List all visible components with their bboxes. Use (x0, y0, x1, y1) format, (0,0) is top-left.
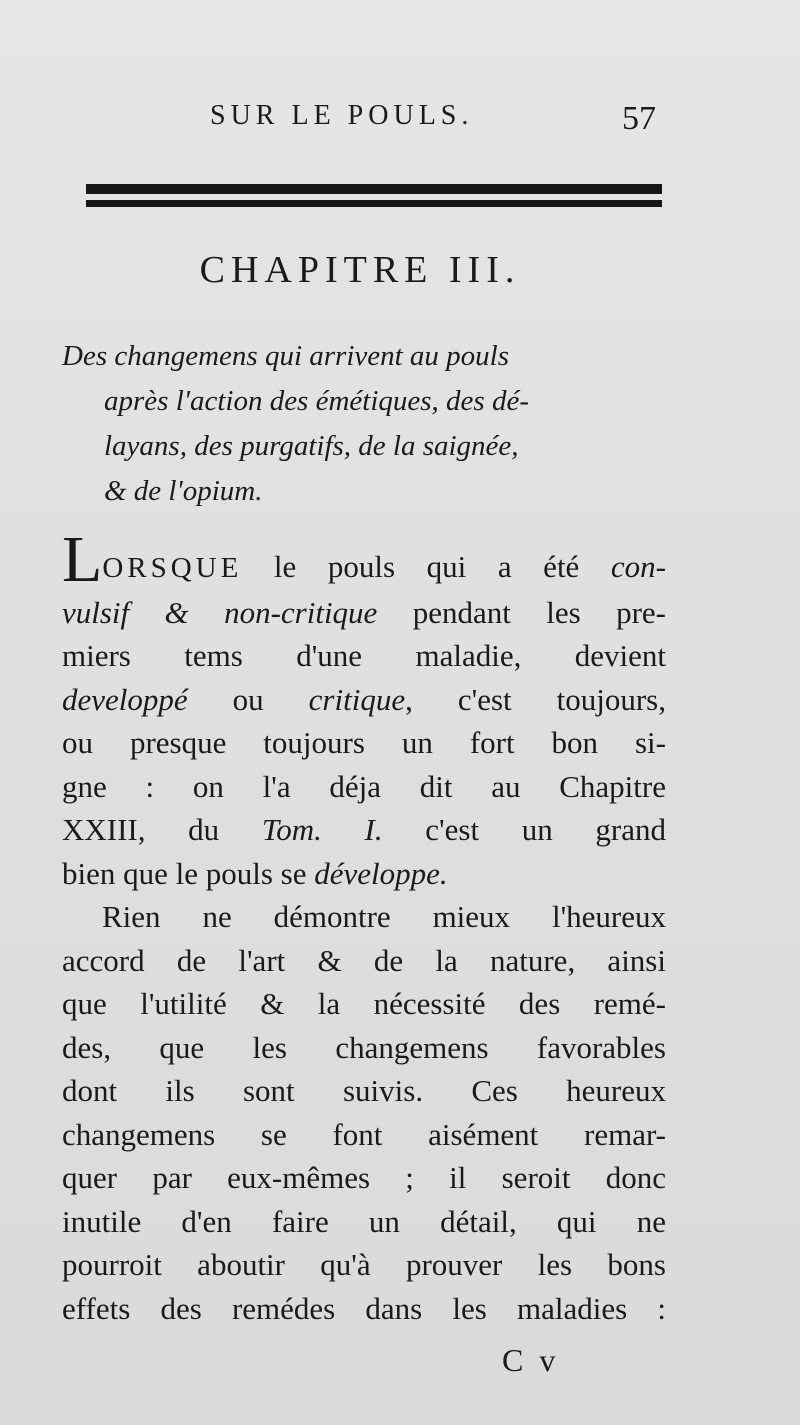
body-line: dont ils sont suivis. Ces heureux (62, 1073, 666, 1108)
body-line: inutile d'en faire un détail, qui ne (62, 1203, 666, 1239)
text-run: pendant les pre- (377, 594, 666, 630)
italic-run: développe. (314, 855, 448, 891)
text-run: XXIII, du (62, 812, 262, 847)
italic-run: vulsif & non-critique (62, 594, 378, 630)
header-rule-thick (86, 184, 662, 194)
body-line (62, 808, 666, 852)
text-run: , c'est toujours, (405, 681, 666, 717)
signature-mark: C v (502, 1342, 560, 1378)
body-line: des, que les changemens favorables (62, 1029, 666, 1065)
body-line (62, 852, 666, 896)
body-line: ou presque toujours un fort bon si- (62, 725, 666, 760)
summary-line: layans, des purgatifs, de la saignée, (104, 430, 519, 462)
text-run: ou (187, 681, 309, 717)
italic-run: Tom. I. (261, 812, 383, 847)
running-title: SUR LE POULS. (210, 100, 474, 131)
page-number: 57 (622, 100, 656, 137)
body-line: effets des remédes dans les maladies : (62, 1290, 666, 1326)
header-rule-thin (86, 200, 662, 207)
text-run: c'est un grand (382, 812, 666, 847)
header-rule (86, 184, 662, 212)
text-run: le pouls qui a été (242, 549, 611, 584)
body-line (62, 591, 666, 635)
body-line (62, 678, 666, 722)
chapter-title: CHAPITRE III. (199, 249, 521, 291)
summary-line: après l'action des émétiques, des dé- (104, 385, 529, 417)
italic-run: con- (610, 549, 666, 584)
body-line: quer par eux-mêmes ; il seroit donc (62, 1160, 666, 1195)
italic-run: developpé (62, 681, 188, 717)
body-line: miers tems d'une maladie, devient (62, 638, 666, 673)
italic-run: critique (308, 681, 406, 717)
text-run: bien que le pouls se (62, 855, 315, 891)
body-line: accord de l'art & de la nature, ainsi (62, 942, 666, 978)
body-line: changemens se font aisément remar- (62, 1116, 666, 1152)
drop-cap: L (62, 523, 103, 596)
body-line: Rien ne démontre mieux l'heureux (102, 899, 666, 934)
summary-line: Des changemens qui arrivent au pouls (62, 340, 510, 372)
chapter-summary (62, 334, 670, 514)
body-line: pourroit aboutir qu'à prouver les bons (62, 1247, 666, 1282)
body-line: gne : on l'a déja dit au Chapitre (62, 768, 666, 804)
body-line: que l'utilité & la nécessité des remé- (62, 986, 666, 1021)
body-text (62, 523, 666, 1330)
body-line (62, 523, 666, 596)
summary-line: & de l'opium. (104, 475, 263, 507)
small-caps-opening: ORSQUE (102, 552, 243, 584)
